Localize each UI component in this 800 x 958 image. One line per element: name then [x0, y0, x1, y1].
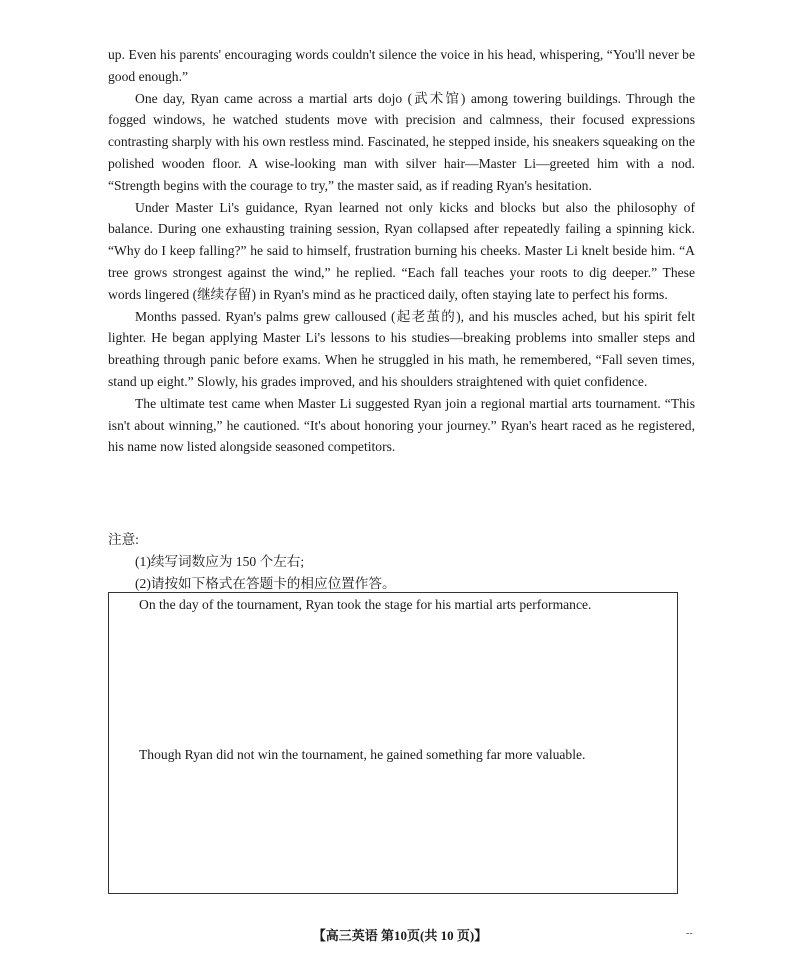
passage-paragraph-1: One day, Ryan came across a martial arts dojo (武术馆) among towering buildings. Through the fogged windows, he watched students move with precision and calmness, their focused expressions contrasting sharply with his own restless mind. Fascinated, he stepped inside, his sneakers squeaking on the polished wooden floor. A wise-looking man with silver hair—Master Li—greeted him with a nod. “Strength begins with the courage to try,” the master said, as if reading Ryan's hesitation.: [108, 90, 695, 193]
corner-mark: --: [686, 928, 693, 939]
continuation-prompt-2: Though Ryan did not win the tournament, he gained something far more valuable.: [139, 747, 586, 762]
answer-area[interactable]: [108, 592, 678, 894]
instruction-item-2: (2)请按如下格式在答题卡的相应位置作答。: [135, 576, 396, 591]
instructions-heading: 注意:: [108, 532, 139, 547]
page-footer: 【高三英语 第10页(共 10 页)】: [312, 928, 488, 943]
continuation-prompt-1: On the day of the tournament, Ryan took the stage for his martial arts performance.: [139, 597, 592, 612]
passage-paragraph-3: Months passed. Ryan's palms grew calloused (起老茧的), and his muscles ached, but his spirit felt lighter. He began applying Master Li's lessons to his studies—breaking problems into smaller steps and breathing through panic before exams. When he struggled in his math, he remembered, “Fall seven times, stand up eight.” Slowly, his grades improved, and his shoulders straightened with quiet confidence.: [108, 308, 695, 389]
instruction-item-1: (1)续写词数应为 150 个左右;: [135, 554, 305, 569]
reading-passage: [108, 44, 695, 458]
passage-paragraph-2: Under Master Li's guidance, Ryan learned not only kicks and blocks but also the philosophy of balance. During one exhausting training session, Ryan collapsed after repeatedly failing a spinning kick. “Why do I keep falling?” he said to himself, frustration burning his cheeks. Master Li knelt beside him. “A tree grows strongest against the wind,” he replied. “Each fall teaches your roots to dig deeper.” These words lingered (继续存留) in Ryan's mind as he practiced daily, often staying late to perfect his forms.: [108, 199, 695, 302]
passage-paragraph-0: up. Even his parents' encouraging words couldn't silence the voice in his head, whispering, “You'll never be good enough.”: [108, 47, 695, 84]
passage-paragraph-4: The ultimate test came when Master Li suggested Ryan join a regional martial arts tournament. “This isn't about winning,” he cautioned. “It's about honoring your journey.” Ryan's heart raced as he registered, his name now listed alongside seasoned competitors.: [108, 395, 695, 455]
instructions: [108, 529, 695, 595]
